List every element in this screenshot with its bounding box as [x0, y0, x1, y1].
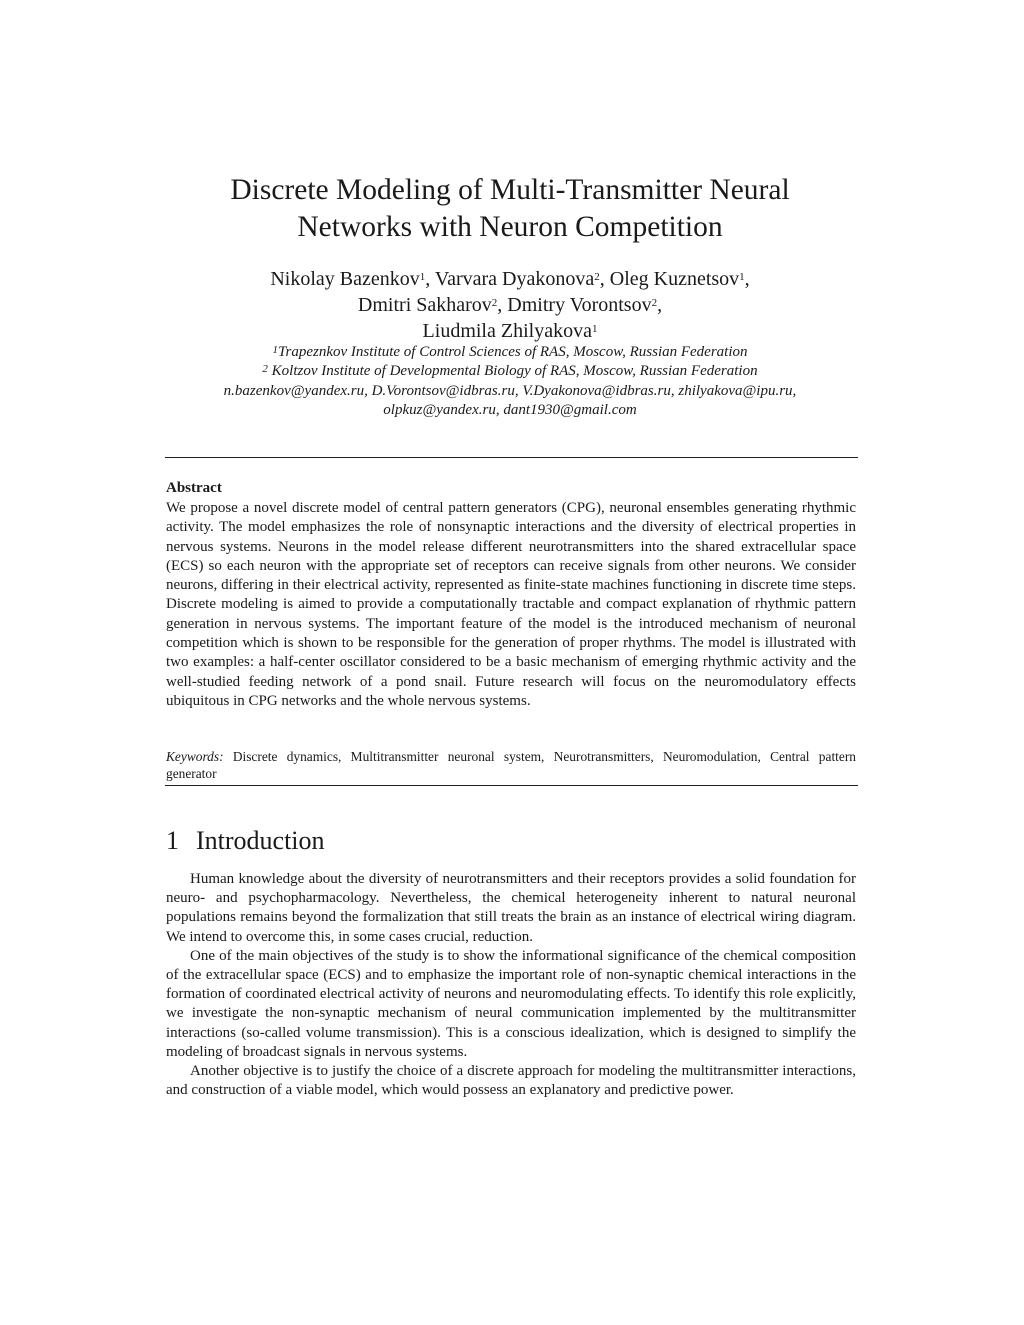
author-name: Dmitri Sakharov [357, 294, 492, 316]
paragraph: One of the main objectives of the study is to show the informational significance of the chemical composition of the extracellular space (ECS) and to emphasize the important role of non-synaptic chemical interactions in the formation of coordinated electrical activity of neurons and neuromodulating effects. To identify this role explicitly, we investigate the non-synaptic mechanism of neural communication implemented by the multitransmitter interactions (so-called volume transmission). This is a conscious idealization, which is designed to simplify the modeling of broadcast signals in nervous systems. [166, 947, 856, 1060]
author-name: , Dmitry Vorontsov [497, 294, 652, 316]
affiliation-mark: 1 [272, 344, 278, 356]
author-separator: , [744, 268, 750, 290]
author-name: Liudmila Zhilyakova [422, 320, 592, 342]
section-title: Introduction [196, 826, 325, 855]
affiliation-2 [100, 362, 920, 381]
author-affiliation-mark: 1 [419, 271, 426, 283]
author-emails-line-1: n.bazenkov@yandex.ru, D.Vorontsov@idbras.ru, V.Dyakonova@idbras.ru, zhilyakova@ipu.ru, [223, 383, 797, 399]
author-affiliation-mark: 1 [591, 323, 598, 335]
affiliation-text: Koltzov Institute of Developmental Biology of RAS, Moscow, Russian Federation [267, 363, 758, 379]
author-name: Nikolay Bazenkov [270, 268, 420, 290]
authors-line-2 [150, 292, 870, 318]
section-number: 1 [166, 826, 179, 855]
authors-line-1 [150, 266, 870, 292]
keywords-label: Keywords: [166, 749, 224, 764]
abstract-top-rule [165, 457, 858, 458]
affiliation-1 [100, 343, 920, 362]
authors-line-3 [150, 318, 870, 344]
abstract-bottom-rule [165, 785, 858, 786]
author-name: , Oleg Kuznetsov [599, 268, 740, 290]
author-affiliation-mark: 2 [594, 271, 600, 283]
introduction-body [166, 870, 856, 1100]
keywords-text: Discrete dynamics, Multitransmitter neuronal system, Neurotransmitters, Neuromodulation, Central pattern generator [166, 749, 856, 781]
author-name: , Varvara Dyakonova [425, 268, 595, 290]
paper-title-line-2: Networks with Neuron Competition [297, 211, 723, 243]
keywords [166, 748, 856, 782]
affiliation-text: Trapeznkov Institute of Control Sciences of RAS, Moscow, Russian Federation [277, 344, 748, 360]
section-heading-introduction [166, 824, 325, 858]
abstract-text: We propose a novel discrete model of central pattern generators (CPG), neuronal ensembles generating rhythmic activity. The model emphasizes the role of nonsynaptic interactions and the diversity of electrical properties in nervous systems. Neurons in the model release different neurotransmitters into the shared extracellular space (ECS) so each neuron with the appropriate set of receptors can receive signals from other neurons. We consider neurons, differing in their electrical activity, represented as finite-state machines functioning in discrete time steps. Discrete modeling is aimed to provide a computationally tractable and compact explanation of rhythmic pattern generation in nervous systems. The important feature of the model is the introduced mechanism of neuronal competition which is shown to be responsible for the generation of proper rhythms. The model is illustrated with two examples: a half-center oscillator considered to be a basic mechanism of emerging rhythmic activity and the well-studied feeding network of a pond snail. Future research will focus on the neuromodulatory effects ubiquitous in CPG networks and the whole nervous systems. [166, 500, 856, 709]
paper-title-line-1: Discrete Modeling of Multi-Transmitter Neural [230, 174, 790, 206]
paragraph: Human knowledge about the diversity of neurotransmitters and their receptors provides a solid foundation for neuro- and psychopharmacology. Nevertheless, the chemical heterogeneity inherent to natural neuronal populations remains beyond the formalization that still treats the brain as an instance of electrical wiring diagram. We intend to overcome this, in some cases crucial, reduction. [166, 871, 856, 945]
author-affiliation-mark: 1 [739, 271, 745, 283]
author-affiliation-mark: 2 [651, 297, 658, 309]
author-affiliation-mark: 2 [491, 297, 498, 309]
author-emails-line-2: olpkuz@yandex.ru, dant1930@gmail.com [383, 402, 637, 418]
affiliation-mark: 2 [262, 363, 268, 375]
author-separator: , [657, 294, 663, 316]
abstract-heading: Abstract [166, 480, 222, 496]
paragraph: Another objective is to justify the choice of a discrete approach for modeling the multitransmitter interactions, and construction of a viable model, which would possess an explanatory and predictive power. [166, 1063, 856, 1099]
